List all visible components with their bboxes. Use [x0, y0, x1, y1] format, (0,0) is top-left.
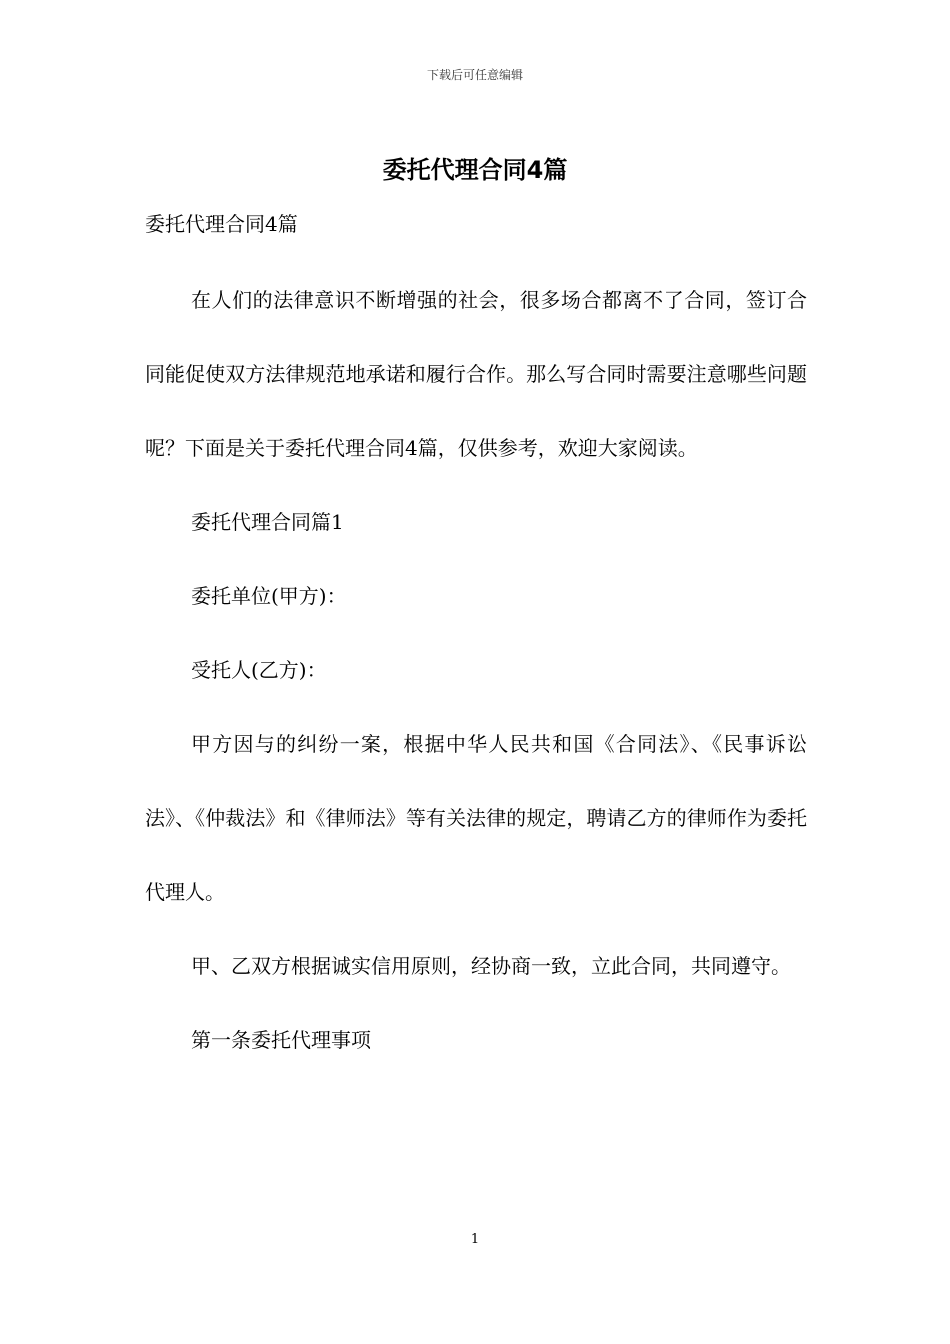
section-heading: 委托代理合同篇1: [191, 510, 344, 534]
article-heading: 第一条委托代理事项: [191, 1028, 371, 1052]
agreement-paragraph: 甲、乙双方根据诚实信用原则，经协商一致，立此合同，共同遵守。: [191, 954, 791, 978]
header-note: 下载后可任意编辑: [426, 68, 523, 82]
document-subtitle: 委托代理合同4篇: [145, 212, 298, 236]
basis-paragraph: 甲方因与的纠纷一案，根据中华人民共和国《合同法》、《民事诉讼法》、《仲裁法》和《律师法》等有关法律的规定，聘请乙方的律师作为委托代理人。: [145, 732, 807, 904]
party-a-line: 委托单位(甲方)：: [191, 584, 347, 608]
intro-paragraph: 在人们的法律意识不断增强的社会，很多场合都离不了合同，签订合同能促使双方法律规范地承诺和履行合作。那么写合同时需要注意哪些问题呢？下面是关于委托代理合同4篇，仅供参考，欢迎大家阅读。: [145, 288, 807, 460]
party-b-line: 受托人(乙方)：: [191, 658, 327, 682]
document-body: [145, 263, 807, 1077]
document-title: 委托代理合同4篇: [382, 156, 568, 184]
page-number: 1: [470, 1232, 480, 1247]
